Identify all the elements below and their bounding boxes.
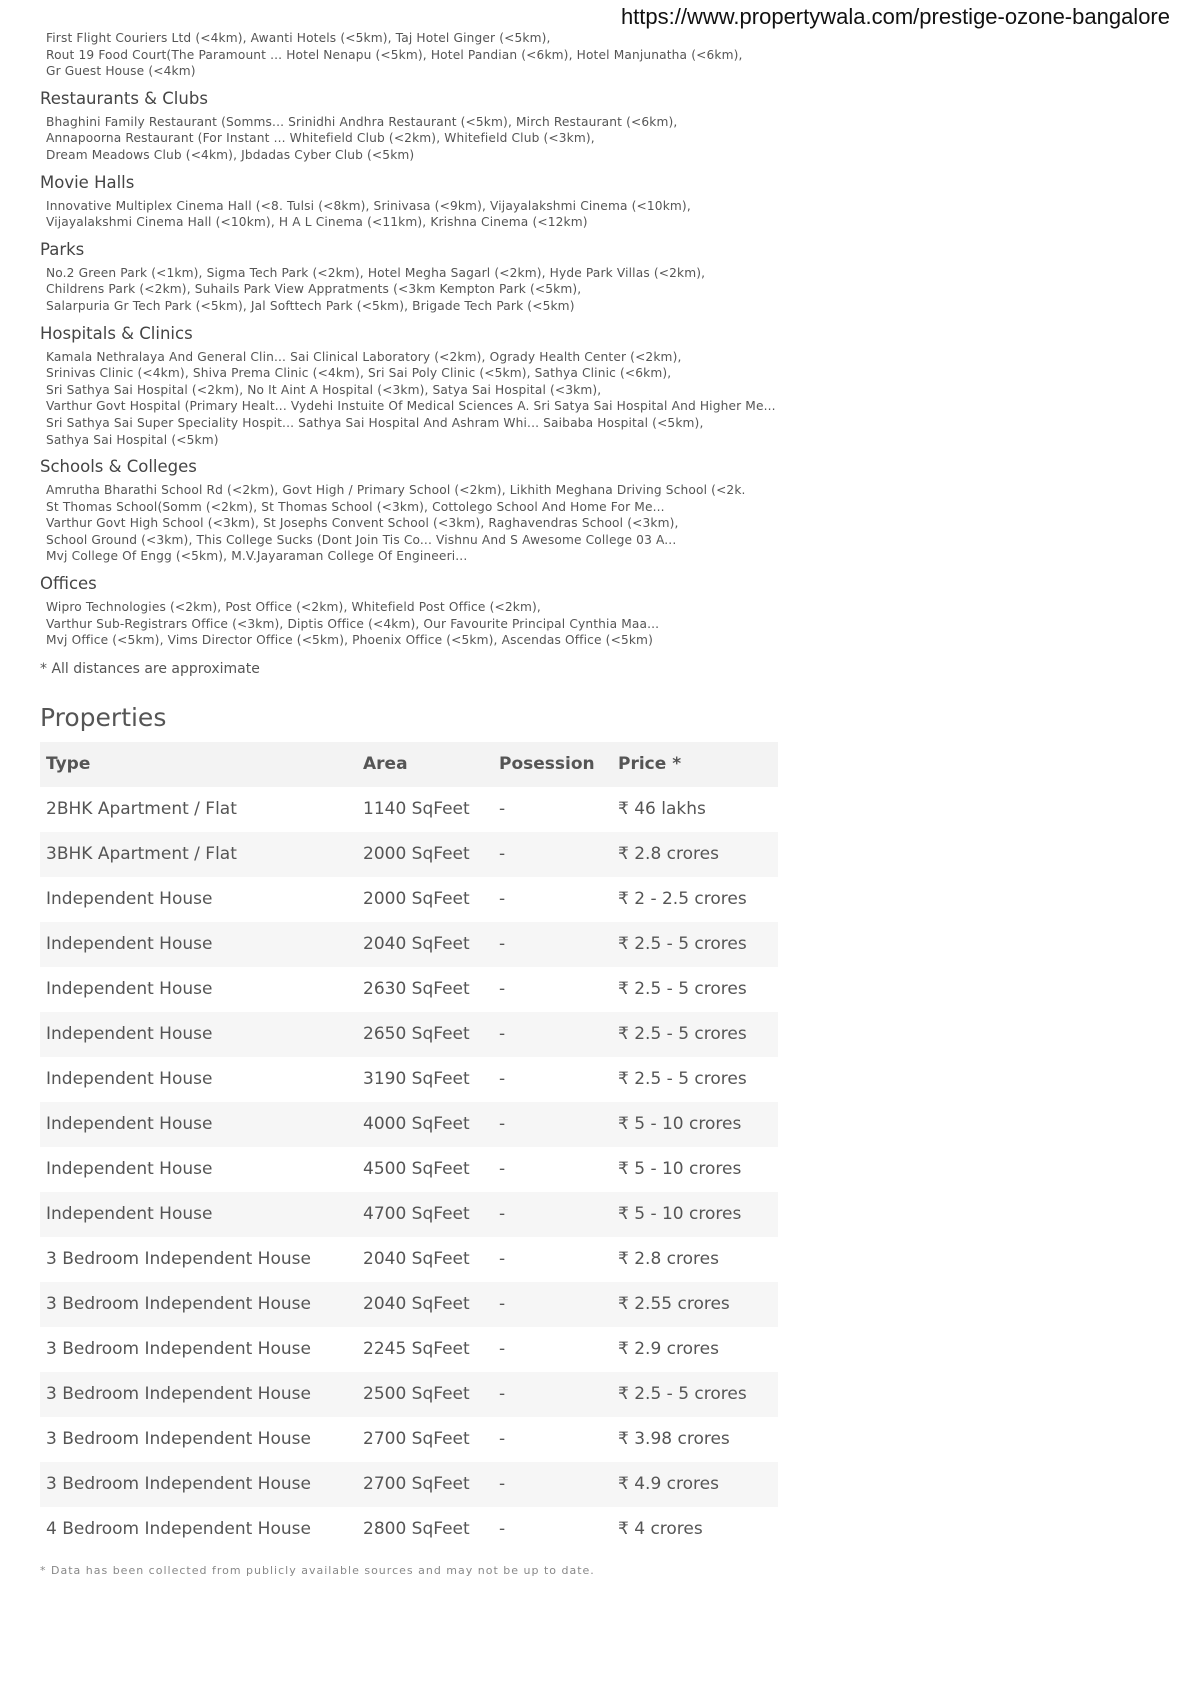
cell-area: 2700 SqFeet [363, 1429, 470, 1450]
cell-price: ₹ 5 - 10 crores [618, 1114, 742, 1135]
nearby-place-line: Vijayalakshmi Cinema Hall (<10km), H A L Cinema (<11km), Krishna Cinema (<12km) [46, 215, 588, 230]
cell-type: 3 Bedroom Independent House [46, 1294, 311, 1315]
nearby-place-line: Mvj Office (<5km), Vims Director Office (<5km), Phoenix Office (<5km), Ascendas Office (<5km) [46, 633, 653, 648]
nearby-place-line: No.2 Green Park (<1km), Sigma Tech Park (<2km), Hotel Megha Sagarl (<2km), Hyde Park Villas (<2km), [46, 265, 706, 280]
nearby-place-line: Kamala Nethralaya And General Clin... Sai Clinical Laboratory (<2km), Ogrady Health Center (<2km), [46, 349, 682, 364]
nearby-place-line: Sri Sathya Sai Super Speciality Hospit... Sathya Sai Hospital And Ashram Whi... Saibaba Hospital (<5km), [46, 415, 704, 430]
table-row [40, 1417, 778, 1462]
cell-possession: - [499, 1384, 506, 1405]
cell-price: ₹ 4.9 crores [618, 1474, 719, 1495]
cell-possession: - [499, 1429, 506, 1450]
table-header-row [40, 742, 778, 787]
cell-area: 2040 SqFeet [363, 1249, 470, 1270]
table-row [40, 967, 778, 1012]
cell-possession: - [499, 1159, 506, 1180]
nearby-place-line: Amrutha Bharathi School Rd (<2km), Govt High / Primary School (<2km), Likhith Meghana Driving School (<2k. [46, 483, 746, 498]
nearby-places [40, 30, 780, 649]
cell-type: 4 Bedroom Independent House [46, 1519, 311, 1540]
cell-price: ₹ 46 lakhs [618, 799, 706, 820]
cell-possession: - [499, 1519, 506, 1540]
nearby-place-line: Innovative Multiplex Cinema Hall (<8. Tulsi (<8km), Srinivasa (<9km), Vijayalakshmi Cinema (<10km), [46, 198, 691, 213]
category-lines [40, 198, 780, 231]
nearby-place-line: Wipro Technologies (<2km), Post Office (<2km), Whitefield Post Office (<2km), [46, 600, 541, 615]
page-url[interactable]: https://www.propertywala.com/prestige-ozone-bangalore [620, 4, 1170, 29]
cell-price: ₹ 2.55 crores [618, 1294, 730, 1315]
cell-price: ₹ 2.5 - 5 crores [618, 934, 747, 955]
cell-area: 4000 SqFeet [363, 1114, 470, 1135]
cell-area: 2245 SqFeet [363, 1339, 470, 1360]
table-row [40, 922, 778, 967]
category-title: Offices [40, 574, 97, 594]
cell-type: Independent House [46, 889, 213, 910]
column-header-possession: Posession [499, 754, 595, 775]
cell-type: 3 Bedroom Independent House [46, 1474, 311, 1495]
page-content [40, 30, 780, 1577]
distance-note: * All distances are approximate [40, 660, 260, 677]
cell-price: ₹ 2.9 crores [618, 1339, 719, 1360]
cell-possession: - [499, 1249, 506, 1270]
nearby-category [40, 456, 780, 565]
category-lines [40, 30, 780, 80]
cell-area: 2650 SqFeet [363, 1024, 470, 1045]
nearby-place-line: First Flight Couriers Ltd (<4km), Awanti Hotels (<5km), Taj Hotel Ginger (<5km), [46, 31, 551, 45]
cell-area: 1140 SqFeet [363, 799, 470, 820]
nearby-category [40, 30, 780, 80]
category-title: Schools & Colleges [40, 457, 197, 477]
nearby-place-line: St Thomas School(Somm (<2km), St Thomas School (<3km), Cottolego School And Home For Me... [46, 499, 665, 514]
table-row [40, 1327, 778, 1372]
nearby-place-line: Rout 19 Food Court(The Paramount ... Hotel Nenapu (<5km), Hotel Pandian (<6km), Hotel Manjunatha (<6km), [46, 47, 743, 62]
category-title: Movie Halls [40, 172, 135, 192]
nearby-place-line: Annapoorna Restaurant (For Instant ... Whitefield Club (<2km), Whitefield Club (<3km), [46, 131, 595, 146]
cell-type: Independent House [46, 1204, 213, 1225]
nearby-place-line: Salarpuria Gr Tech Park (<5km), Jal Softtech Park (<5km), Brigade Tech Park (<5km) [46, 298, 575, 313]
cell-area: 4700 SqFeet [363, 1204, 470, 1225]
cell-possession: - [499, 1069, 506, 1090]
cell-type: 2BHK Apartment / Flat [46, 799, 237, 820]
table-row [40, 1192, 778, 1237]
table-row [40, 1237, 778, 1282]
nearby-place-line: Bhaghini Family Restaurant (Somms... Srinidhi Andhra Restaurant (<5km), Mirch Restaurant (<6km), [46, 114, 678, 129]
cell-type: Independent House [46, 1114, 213, 1135]
cell-area: 2800 SqFeet [363, 1519, 470, 1540]
cell-price: ₹ 2.8 crores [618, 844, 719, 865]
cell-price: ₹ 2.5 - 5 crores [618, 1024, 747, 1045]
cell-area: 2040 SqFeet [363, 1294, 470, 1315]
table-row [40, 1147, 778, 1192]
category-lines [40, 482, 780, 565]
nearby-category [40, 573, 780, 649]
nearby-place-line: Sathya Sai Hospital (<5km) [46, 432, 219, 447]
table-row [40, 1102, 778, 1147]
nearby-place-line: Varthur Sub-Registrars Office (<3km), Diptis Office (<4km), Our Favourite Principal Cynthia Maa... [46, 616, 660, 631]
table-row [40, 877, 778, 922]
footnote: * Data has been collected from publicly available sources and may not be up to date. [40, 1563, 595, 1577]
nearby-category [40, 88, 780, 164]
column-header-area: Area [363, 754, 408, 775]
cell-price: ₹ 4 crores [618, 1519, 703, 1540]
cell-price: ₹ 2.5 - 5 crores [618, 1384, 747, 1405]
cell-price: ₹ 3.98 crores [618, 1429, 730, 1450]
category-lines [40, 114, 780, 164]
category-lines [40, 349, 780, 449]
column-header-price: Price * [618, 754, 682, 775]
cell-type: 3BHK Apartment / Flat [46, 844, 237, 865]
cell-price: ₹ 5 - 10 crores [618, 1204, 742, 1225]
table-row [40, 1372, 778, 1417]
cell-possession: - [499, 1204, 506, 1225]
table-row [40, 832, 778, 877]
cell-price: ₹ 5 - 10 crores [618, 1159, 742, 1180]
nearby-category [40, 323, 780, 449]
cell-possession: - [499, 979, 506, 1000]
category-title: Hospitals & Clinics [40, 323, 193, 343]
cell-area: 2630 SqFeet [363, 979, 470, 1000]
nearby-place-line: Srinivas Clinic (<4km), Shiva Prema Clinic (<4km), Sri Sai Poly Clinic (<5km), Sathya Clinic (<6km), [46, 366, 672, 381]
table-row [40, 1462, 778, 1507]
cell-possession: - [499, 1024, 506, 1045]
category-lines [40, 599, 780, 649]
cell-type: Independent House [46, 1069, 213, 1090]
table-row [40, 1507, 778, 1552]
cell-possession: - [499, 1114, 506, 1135]
cell-area: 2040 SqFeet [363, 934, 470, 955]
cell-possession: - [499, 799, 506, 820]
category-title: Parks [40, 239, 85, 259]
table-row [40, 1057, 778, 1102]
cell-possession: - [499, 889, 506, 910]
cell-type: 3 Bedroom Independent House [46, 1429, 311, 1450]
nearby-place-line: Gr Guest House (<4km) [46, 64, 196, 79]
nearby-place-line: Dream Meadows Club (<4km), Jbdadas Cyber Club (<5km) [46, 147, 415, 162]
cell-possession: - [499, 1474, 506, 1495]
cell-type: 3 Bedroom Independent House [46, 1249, 311, 1270]
cell-area: 2700 SqFeet [363, 1474, 470, 1495]
cell-type: Independent House [46, 1159, 213, 1180]
cell-possession: - [499, 1294, 506, 1315]
nearby-place-line: Mvj College Of Engg (<5km), M.V.Jayaraman College Of Engineeri... [46, 549, 468, 564]
nearby-place-line: School Ground (<3km), This College Sucks (Dont Join Tis Co... Vishnu And S Awesome College 03 A... [46, 532, 677, 547]
cell-price: ₹ 2 - 2.5 crores [618, 889, 747, 910]
nearby-place-line: Varthur Govt High School (<3km), St Josephs Convent School (<3km), Raghavendras School (<3km), [46, 516, 679, 531]
cell-area: 2000 SqFeet [363, 889, 470, 910]
nearby-place-line: Sri Sathya Sai Hospital (<2km), No It Aint A Hospital (<3km), Satya Sai Hospital (<3km), [46, 382, 602, 397]
cell-type: 3 Bedroom Independent House [46, 1384, 311, 1405]
cell-area: 2000 SqFeet [363, 844, 470, 865]
category-title: Restaurants & Clubs [40, 88, 208, 108]
properties-heading: Properties [40, 702, 167, 732]
cell-price: ₹ 2.5 - 5 crores [618, 1069, 747, 1090]
cell-type: 3 Bedroom Independent House [46, 1339, 311, 1360]
cell-possession: - [499, 844, 506, 865]
table-row [40, 787, 778, 832]
table-row [40, 1012, 778, 1057]
properties-table [40, 742, 778, 1552]
cell-price: ₹ 2.5 - 5 crores [618, 979, 747, 1000]
nearby-category [40, 172, 780, 231]
nearby-category [40, 239, 780, 315]
cell-possession: - [499, 1339, 506, 1360]
cell-type: Independent House [46, 979, 213, 1000]
nearby-place-line: Childrens Park (<2km), Suhails Park View Appratments (<3km Kempton Park (<5km), [46, 282, 582, 297]
cell-type: Independent House [46, 934, 213, 955]
cell-area: 4500 SqFeet [363, 1159, 470, 1180]
table-row [40, 1282, 778, 1327]
cell-area: 2500 SqFeet [363, 1384, 470, 1405]
cell-area: 3190 SqFeet [363, 1069, 470, 1090]
nearby-place-line: Varthur Govt Hospital (Primary Healt... Vydehi Instuite Of Medical Sciences A. Sri Satya Sai Hospital And Higher Me... [46, 399, 776, 414]
cell-price: ₹ 2.8 crores [618, 1249, 719, 1270]
category-lines [40, 265, 780, 315]
cell-possession: - [499, 934, 506, 955]
properties-table-body [40, 787, 778, 1552]
column-header-type: Type [46, 754, 91, 775]
cell-type: Independent House [46, 1024, 213, 1045]
